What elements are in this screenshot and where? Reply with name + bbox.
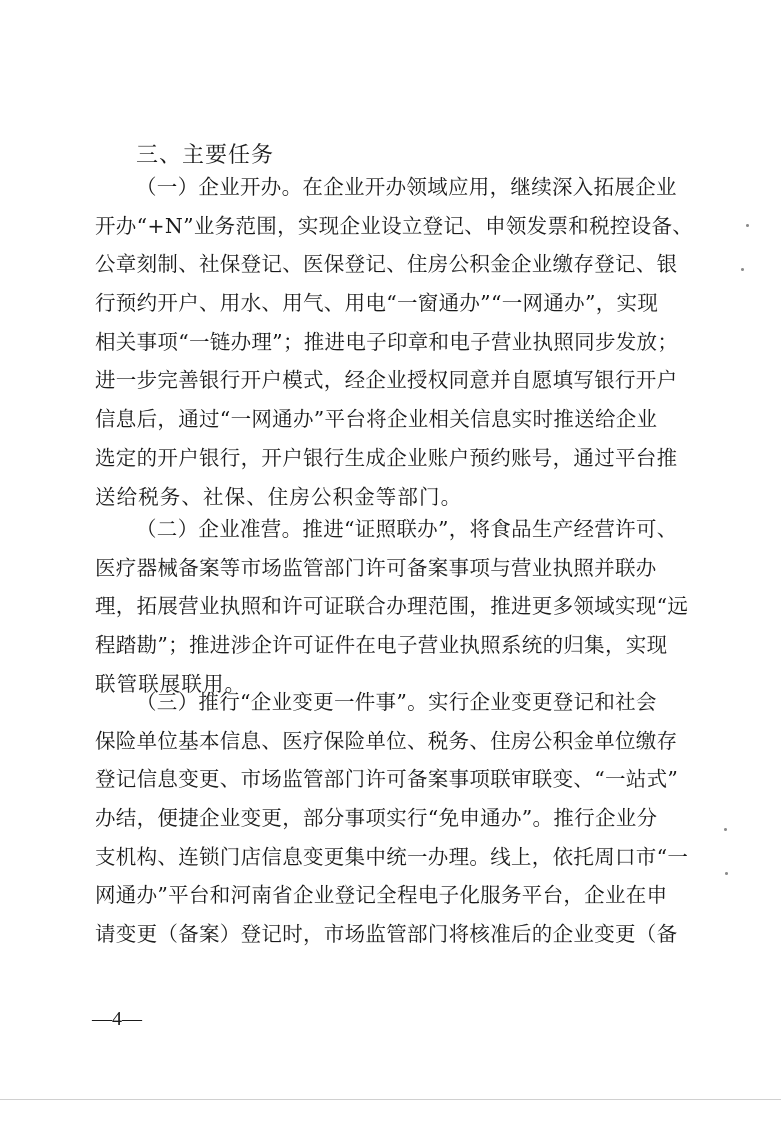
- scan-speck: [746, 224, 749, 227]
- text-line: 请变更（备案）登记时，市场监管部门将核准后的企业变更（备: [95, 922, 678, 947]
- text-line: 信息后，通过“一网通办”平台将企业相关信息实时推送给企业: [95, 407, 658, 432]
- text-line: 行预约开户、用水、用气、用电“一窗通办”“一网通办”，实现: [95, 291, 659, 316]
- text-line: 选定的开户银行，开户银行生成企业账户预约账号，通过平台推: [95, 445, 678, 470]
- text-line: 支机构、连锁门店信息变更集中统一办理。线上，依托周口市“一: [95, 844, 689, 869]
- text-line: （二）企业准营。推进“证照联办”，将食品生产经营许可、: [136, 517, 678, 541]
- text-line: 送给税务、社保、住房公积金等部门。: [95, 484, 463, 509]
- text-line: （一）企业开办。在企业开办领域应用，继续深入拓展企业: [136, 175, 677, 199]
- text-line: 进一步完善银行开户模式，经企业授权同意并自愿填写银行开户: [95, 368, 678, 393]
- scan-speck: [741, 268, 744, 271]
- page-number: —4—: [92, 1008, 142, 1030]
- paragraph-enterprise-change: [95, 683, 689, 954]
- text-line: 登记信息变更、市场监管部门许可备案事项联审联变、“一站式”: [95, 767, 679, 792]
- scan-speck: [724, 828, 727, 831]
- bottom-divider: [0, 1099, 781, 1100]
- text-line: 医疗器械备案等市场监管部门许可备案事项与营业执照并联办: [95, 555, 657, 580]
- text-line: 办结，便捷企业变更，部分事项实行“免申通办”。推行企业分: [95, 806, 658, 831]
- text-line: 开办“+N”业务范围，实现企业设立登记、申领发票和税控设备、: [95, 213, 694, 238]
- section-heading: 三、主要任务: [136, 143, 275, 168]
- text-line: 程踏勘”；推进涉企许可证件在电子营业执照系统的归集，实现: [95, 633, 668, 658]
- text-line: 公章刻制、社保登记、医保登记、住房公积金企业缴存登记、银: [95, 252, 678, 277]
- text-line: 相关事项“一链办理”；推进电子印章和电子营业执照同步发放；: [95, 329, 679, 354]
- paragraph-enterprise-operation: [95, 510, 689, 703]
- text-line: 网通办”平台和河南省企业登记全程电子化服务平台，企业在申: [95, 883, 668, 908]
- text-line: （三）推行“企业变更一件事”。实行企业变更登记和社会: [136, 690, 657, 714]
- paragraph-enterprise-opening: [95, 168, 694, 516]
- text-line: 理，拓展营业执照和许可证联合办理范围，推进更多领域实现“远: [95, 594, 689, 619]
- text-line: 联管联展联用。: [95, 671, 247, 696]
- text-line: 保险单位基本信息、医疗保险单位、税务、住房公积金单位缴存: [95, 728, 678, 753]
- scan-speck: [725, 872, 728, 875]
